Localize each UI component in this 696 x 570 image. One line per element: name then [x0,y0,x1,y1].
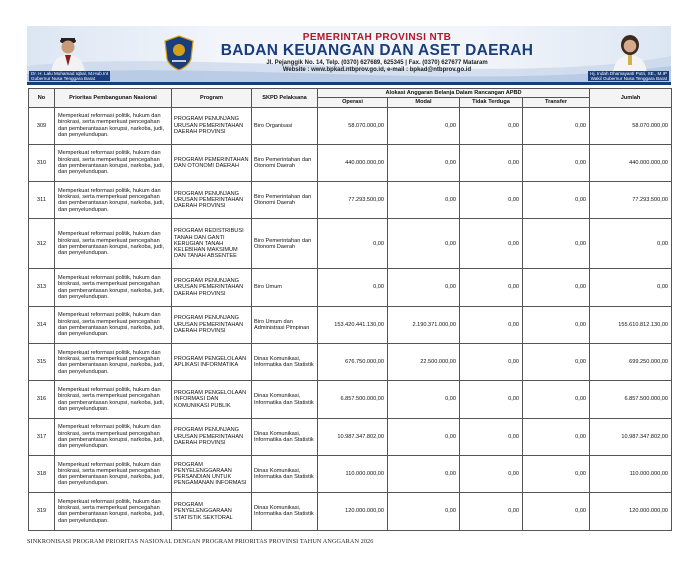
cell-operasi: 120.000.000,00 [318,493,388,530]
cell-modal: 0,00 [388,269,460,306]
table-row [29,381,672,418]
cell-jumlah: 110.000.000,00 [590,455,672,492]
provincial-emblem-logo [164,35,194,71]
agency-address: Jl. Pejanggik No. 14, Telp. (0370) 627689, 625345 | Fax. (0370) 627677 Mataram [266,60,488,66]
cell-no: 313 [29,269,55,306]
cell-transfer: 0,00 [523,306,590,343]
cell-operasi: 110.000.000,00 [318,455,388,492]
cell-tidak-terduga: 0,00 [460,107,523,144]
col-header-program: Program [172,89,252,108]
cell-tidak-terduga: 0,00 [460,269,523,306]
cell-jumlah: 10.987.347.802,00 [590,418,672,455]
cell-no: 312 [29,219,55,269]
cell-jumlah: 6.857.500.000,00 [590,381,672,418]
cell-modal: 0,00 [388,144,460,181]
table-row [29,182,672,219]
cell-priority: Memperkuat reformasi politik, hukum dan birokrasi, serta memperkuat pencegahan dan pemberantasan korupsi, narkoba, judi, dan penyelundupan. [55,144,172,181]
cell-jumlah: 0,00 [590,219,672,269]
cell-operasi: 676.750.000,00 [318,344,388,381]
col-header-skpd: SKPD Pelaksana [252,89,318,108]
cell-jumlah: 699.250.000,00 [590,344,672,381]
col-header-tidak-terduga: Tidak Terduga [460,98,523,107]
agency-address-block [207,60,547,74]
cell-skpd: Biro Umum [252,269,318,306]
cell-priority: Memperkuat reformasi politik, hukum dan birokrasi, serta memperkuat pencegahan dan pemberantasan korupsi, narkoba, judi, dan penyelundupan. [55,306,172,343]
cell-skpd: Dinas Komunikasi, Informatika dan Statistik [252,455,318,492]
cell-no: 318 [29,455,55,492]
vice-governor-caption: Hj. Indah Dhamayanti Putri, SE., M.IP Wakil Gubernur Nusa Tenggara Barat [590,71,667,81]
cell-operasi: 6.857.500.000,00 [318,381,388,418]
cell-tidak-terduga: 0,00 [460,306,523,343]
cell-priority: Memperkuat reformasi politik, hukum dan birokrasi, serta memperkuat pencegahan dan pemberantasan korupsi, narkoba, judi, dan penyelundupan. [55,455,172,492]
table-row [29,107,672,144]
cell-program: PROGRAM PENYELENGGARAAN PERSANDIAN UNTUK PENGAMANAN INFORMASI [172,455,252,492]
cell-transfer: 0,00 [523,144,590,181]
cell-modal: 0,00 [388,381,460,418]
cell-priority: Memperkuat reformasi politik, hukum dan birokrasi, serta memperkuat pencegahan dan pemberantasan korupsi, narkoba, judi, dan penyelundupan. [55,381,172,418]
cell-skpd: Dinas Komunikasi, Informatika dan Statistik [252,493,318,530]
table-body [29,107,672,530]
letterhead-banner [27,26,671,85]
cell-no: 310 [29,144,55,181]
agency-website: Website : www.bpkad.ntbprov.go.id, e-mail : bpkad@ntbprov.go.id [282,67,472,73]
cell-program: PROGRAM PENGELOLAAN INFORMASI DAN KOMUNIKASI PUBLIK [172,381,252,418]
cell-program: PROGRAM PENGELOLAAN APLIKASI INFORMATIKA [172,344,252,381]
cell-no: 311 [29,182,55,219]
table-row [29,219,672,269]
governor-portrait [45,28,91,74]
cell-program: PROGRAM PEMERINTAHAN DAN OTONOMI DAERAH [172,144,252,181]
cell-priority: Memperkuat reformasi politik, hukum dan birokrasi, serta memperkuat pencegahan dan pemberantasan korupsi, narkoba, judi, dan penyelundupan. [55,219,172,269]
cell-transfer: 0,00 [523,418,590,455]
table-row [29,306,672,343]
budget-allocation-table [28,88,672,531]
col-header-modal: Modal [388,98,460,107]
cell-skpd: Biro Pemerintahan dan Otonomi Daerah [252,219,318,269]
cell-tidak-terduga: 0,00 [460,182,523,219]
page-footer: SINKRONISASI PROGRAM PRIORITAS NASIONAL DENGAN PROGRAM PRIORITAS PROVINSI TAHUN ANGGARAN 2026 [27,538,374,545]
cell-jumlah: 155.610.812.130,00 [590,306,672,343]
table-row [29,144,672,181]
cell-operasi: 153.420.441.130,00 [318,306,388,343]
cell-operasi: 0,00 [318,269,388,306]
cell-skpd: Biro Organisasi [252,107,318,144]
cell-transfer: 0,00 [523,381,590,418]
cell-tidak-terduga: 0,00 [460,493,523,530]
cell-transfer: 0,00 [523,493,590,530]
cell-jumlah: 120.000.000,00 [590,493,672,530]
cell-skpd: Dinas Komunikasi, Informatika dan Statistik [252,381,318,418]
cell-skpd: Dinas Komunikasi, Informatika dan Statistik [252,418,318,455]
cell-skpd: Biro Pemerintahan dan Otonomi Daerah [252,144,318,181]
cell-modal: 2.190.371.000,00 [388,306,460,343]
cell-jumlah: 440.000.000,00 [590,144,672,181]
cell-operasi: 58.070.000,00 [318,107,388,144]
cell-tidak-terduga: 0,00 [460,344,523,381]
table-row [29,455,672,492]
cell-transfer: 0,00 [523,182,590,219]
cell-priority: Memperkuat reformasi politik, hukum dan birokrasi, serta memperkuat pencegahan dan pemberantasan korupsi, narkoba, judi, dan penyelundupan. [55,344,172,381]
cell-modal: 22.500.000,00 [388,344,460,381]
cell-program: PROGRAM PENUNJANG URUSAN PEMERINTAHAN DAERAH PROVINSI [172,269,252,306]
cell-priority: Memperkuat reformasi politik, hukum dan birokrasi, serta memperkuat pencegahan dan pemberantasan korupsi, narkoba, judi, dan penyelundupan. [55,269,172,306]
cell-jumlah: 0,00 [590,269,672,306]
cell-priority: Memperkuat reformasi politik, hukum dan birokrasi, serta memperkuat pencegahan dan pemberantasan korupsi, narkoba, judi, dan penyelundupan. [55,182,172,219]
table-header [29,89,672,108]
cell-no: 319 [29,493,55,530]
government-title: PEMERINTAH PROVINSI NTB [302,32,452,43]
cell-skpd: Biro Umum dan Administrasi Pimpinan [252,306,318,343]
agency-name: BADAN KEUANGAN DAN ASET DAERAH [220,42,534,59]
cell-operasi: 10.987.347.802,00 [318,418,388,455]
cell-program: PROGRAM REDISTRIBUSI TANAH DAN GANTI KERUGIAN TANAH KELEBIHAN MAKSIMUM DAN TANAH ABSENTEE [172,219,252,269]
cell-jumlah: 58.070.000,00 [590,107,672,144]
table-row [29,418,672,455]
cell-modal: 0,00 [388,182,460,219]
cell-priority: Memperkuat reformasi politik, hukum dan birokrasi, serta memperkuat pencegahan dan pemberantasan korupsi, narkoba, judi, dan penyelundupan. [55,493,172,530]
cell-operasi: 440.000.000,00 [318,144,388,181]
cell-modal: 0,00 [388,418,460,455]
cell-program: PROGRAM PENUNJANG URUSAN PEMERINTAHAN DAERAH PROVINSI [172,418,252,455]
col-header-priority: Prioritas Pembangunan Nasional [55,89,172,108]
cell-program: PROGRAM PENYELENGGARAAN STATISTIK SEKTORAL [172,493,252,530]
cell-modal: 0,00 [388,219,460,269]
cell-tidak-terduga: 0,00 [460,381,523,418]
cell-no: 314 [29,306,55,343]
cell-priority: Memperkuat reformasi politik, hukum dan birokrasi, serta memperkuat pencegahan dan pemberantasan korupsi, narkoba, judi, dan penyelundupan. [55,418,172,455]
cell-program: PROGRAM PENUNJANG URUSAN PEMERINTAHAN DAERAH PROVINSI [172,182,252,219]
cell-priority: Memperkuat reformasi politik, hukum dan birokrasi, serta memperkuat pencegahan dan pemberantasan korupsi, narkoba, judi, dan penyelundupan. [55,107,172,144]
cell-no: 317 [29,418,55,455]
cell-tidak-terduga: 0,00 [460,455,523,492]
col-header-operasi: Operasi [318,98,388,107]
cell-tidak-terduga: 0,00 [460,219,523,269]
table-row [29,493,672,530]
cell-transfer: 0,00 [523,455,590,492]
cell-jumlah: 77.293.500,00 [590,182,672,219]
cell-program: PROGRAM PENUNJANG URUSAN PEMERINTAHAN DAERAH PROVINSI [172,306,252,343]
cell-skpd: Dinas Komunikasi, Informatika dan Statistik [252,344,318,381]
cell-transfer: 0,00 [523,107,590,144]
table-row [29,344,672,381]
col-header-jumlah: Jumlah [590,89,672,108]
cell-tidak-terduga: 0,00 [460,144,523,181]
cell-transfer: 0,00 [523,219,590,269]
cell-transfer: 0,00 [523,344,590,381]
cell-skpd: Biro Pemerintahan dan Otonomi Daerah [252,182,318,219]
cell-no: 315 [29,344,55,381]
col-header-no: No [29,89,55,108]
cell-modal: 0,00 [388,493,460,530]
col-header-transfer: Transfer [523,98,590,107]
cell-operasi: 77.293.500,00 [318,182,388,219]
governor-caption: Dr. H. Lalu Muhamad Iqbal, M.Hub.Int Gubernur Nusa Tenggara Barat [31,71,109,81]
table-row [29,269,672,306]
cell-modal: 0,00 [388,107,460,144]
cell-tidak-terduga: 0,00 [460,418,523,455]
col-header-allocation: Alokasi Anggaran Belanja Dalam Rancangan APBD [318,89,590,98]
cell-program: PROGRAM PENUNJANG URUSAN PEMERINTAHAN DAERAH PROVINSI [172,107,252,144]
cell-no: 309 [29,107,55,144]
cell-transfer: 0,00 [523,269,590,306]
cell-no: 316 [29,381,55,418]
cell-operasi: 0,00 [318,219,388,269]
vice-governor-portrait [607,28,653,74]
cell-modal: 0,00 [388,455,460,492]
